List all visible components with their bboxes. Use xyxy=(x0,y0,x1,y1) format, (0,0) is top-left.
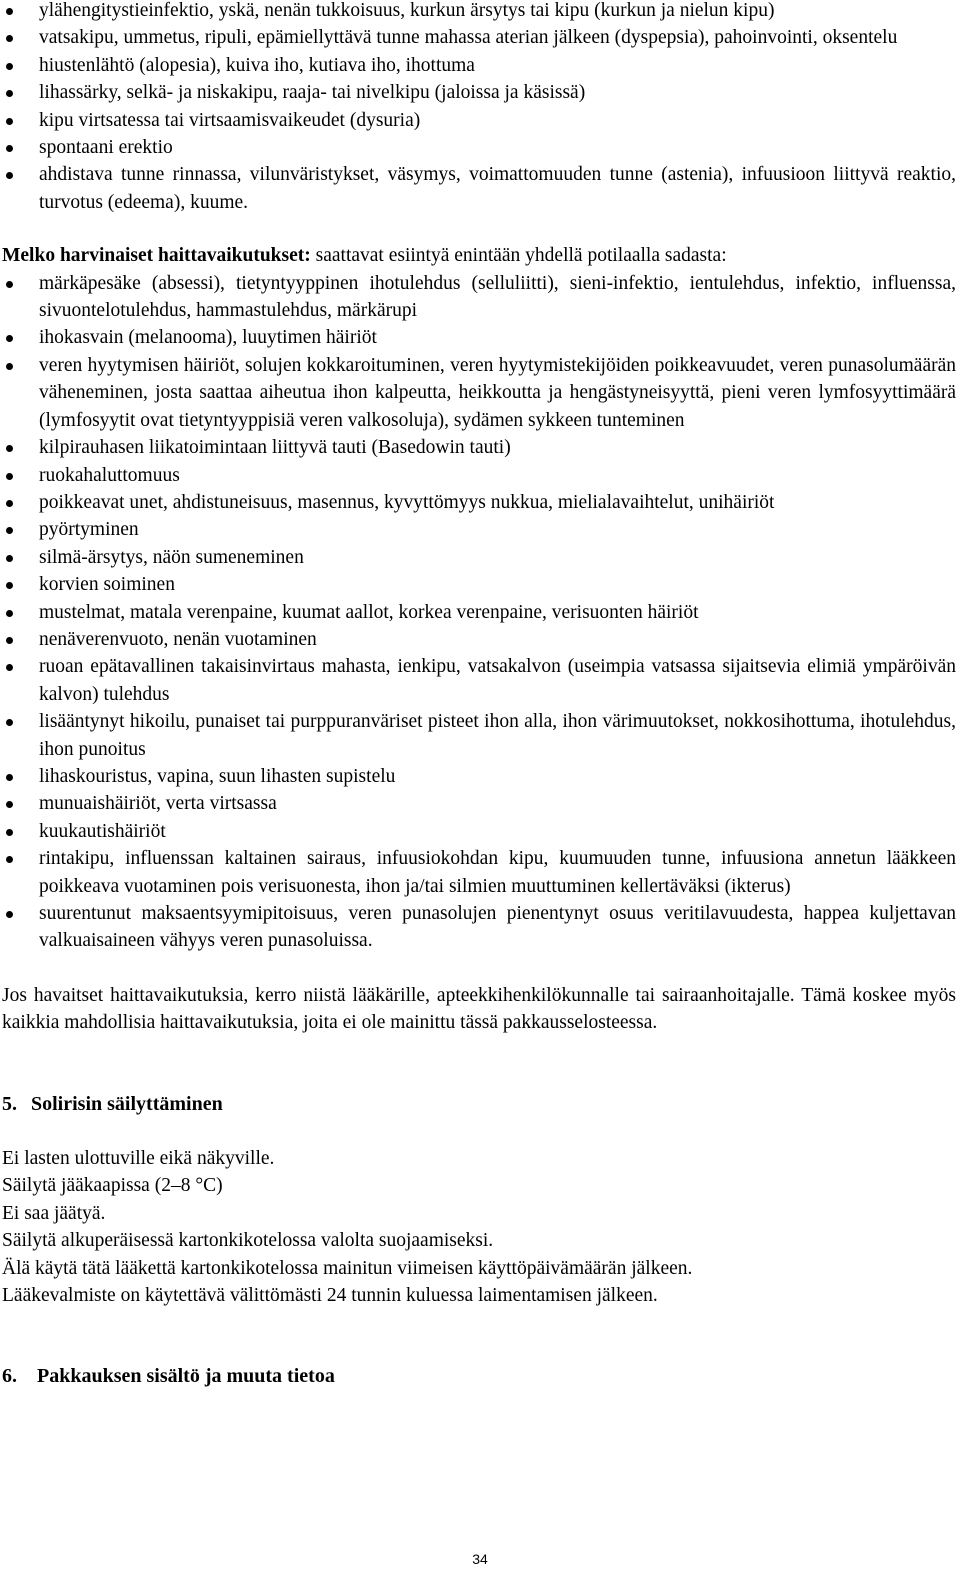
section-6-heading xyxy=(2,1363,956,1390)
list-item: poikkeavat unet, ahdistuneisuus, masennus, kyvyttömyys nukkua, mielialavaihtelut, unihäiriöt xyxy=(2,489,956,516)
section-6-number: 6. xyxy=(2,1365,17,1388)
list-item: ruokahaluttomuus xyxy=(2,462,956,489)
list-item: hiustenlähtö (alopesia), kuiva iho, kutiava iho, ihottuma xyxy=(2,52,956,79)
page-number: 34 xyxy=(472,1551,488,1567)
list-item: kilpirauhasen liikatoimintaan liittyvä tauti (Basedowin tauti) xyxy=(2,434,956,461)
list-item: lisääntynyt hikoilu, punaiset tai purppuranväriset pisteet ihon alla, ihon värimuutokset, nokkosihottuma, ihotulehdus, ihon punoitus xyxy=(2,708,956,763)
document-page xyxy=(2,0,956,1391)
list-item: nenäverenvuoto, nenän vuotaminen xyxy=(2,626,956,653)
list-item: kipu virtsatessa tai virtsaamisvaikeudet (dysuria) xyxy=(2,107,956,134)
uncommon-heading: Melko harvinaiset haittavaikutukset: xyxy=(2,245,311,267)
list-item: silmä-ärsytys, näön sumeneminen xyxy=(2,544,956,571)
section-6-title: Pakkauksen sisältö ja muuta tietoa xyxy=(37,1365,335,1388)
list-item: vatsakipu, ummetus, ripuli, epämiellyttävä tunne mahassa aterian jälkeen (dyspepsia), pahoinvointi, oksentelu xyxy=(2,24,956,51)
list-item: korvien soiminen xyxy=(2,571,956,598)
list-item: ylähengitystieinfektio, yskä, nenän tukkoisuus, kurkun ärsytys tai kipu (kurkun ja nielun kipu) xyxy=(2,0,956,24)
list-item: kuukautishäiriöt xyxy=(2,818,956,845)
section-5-heading xyxy=(2,1091,956,1118)
list-item: suurentunut maksaentsyymipitoisuus, veren punasolujen pienentynyt osuus veritilavuudesta, happea kuljettavan valkuaisaineen vähyys veren punasoluissa. xyxy=(2,900,956,955)
list-item: mustelmat, matala verenpaine, kuumat aallot, korkea verenpaine, verisuonten häiriöt xyxy=(2,599,956,626)
storage-line: Lääkevalmiste on käytettävä välittömästi 24 tunnin kuluessa laimentamisen jälkeen. xyxy=(2,1285,658,1307)
list-item: märkäpesäke (absessi), tietyntyyppinen ihotulehdus (selluliitti), sieni-infektio, ientulehdus, infektio, influenssa, sivuontelotulehdus, hammastulehdus, märkärupi xyxy=(2,270,956,325)
list-item: lihaskouristus, vapina, suun lihasten supistelu xyxy=(2,763,956,790)
uncommon-intro-text: saattavat esiintyä enintään yhdellä potilaalla sadasta: xyxy=(310,245,727,267)
common-side-effects-list xyxy=(2,0,956,216)
section-5-title: Solirisin säilyttäminen xyxy=(31,1092,223,1115)
storage-line: Säilytä jääkaapissa (2–8 °C) xyxy=(2,1175,223,1197)
uncommon-intro xyxy=(2,242,956,269)
section-5-number: 5. xyxy=(2,1092,17,1115)
list-item: ahdistava tunne rinnassa, vilunväristykset, väsymys, voimattomuuden tunne (astenia), infuusioon liittyvä reaktio, turvotus (edeema), kuume. xyxy=(2,161,956,216)
list-item: rintakipu, influenssan kaltainen sairaus, infuusiokohdan kipu, kuumuuden tunne, infuusiona annetun lääkkeen poikkeava vuotaminen pois verisuonesta, ihon ja/tai silmien muuttuminen kellertäväksi (ikterus) xyxy=(2,845,956,900)
list-item: spontaani erektio xyxy=(2,134,956,161)
list-item: veren hyytymisen häiriöt, solujen kokkaroituminen, veren hyytymistekijöiden poikkeavuudet, veren punasolumäärän väheneminen, josta saattaa aiheutua ihon kalpeutta, heikkoutta ja hengästyneisyyttä, pieni veren lymfosyyttimäärä (lymfosyytit ovat tietyntyyppisiä veren valkosoluja), sydämen sykkeen tunteminen xyxy=(2,352,956,434)
list-item: munuaishäiriöt, verta virtsassa xyxy=(2,790,956,817)
list-item: pyörtyminen xyxy=(2,516,956,543)
storage-line: Ei saa jäätyä. xyxy=(2,1202,106,1224)
storage-instructions xyxy=(2,1145,956,1309)
storage-line: Ei lasten ulottuville eikä näkyville. xyxy=(2,1148,275,1170)
report-paragraph: Jos havaitset haittavaikutuksia, kerro niistä lääkärille, apteekkihenkilökunnalle tai sairaanhoitajalle. Tämä koskee myös kaikkia mahdollisia haittavaikutuksia, joita ei ole mainittu tässä pakkausselosteessa. xyxy=(2,984,956,1034)
storage-line: Älä käytä tätä lääkettä kartonkikotelossa mainitun viimeisen käyttöpäivämäärän jälkeen. xyxy=(2,1257,693,1279)
list-item: ruoan epätavallinen takaisinvirtaus mahasta, ienkipu, vatsakalvon (useimpia vatsassa sijaitsevia elimiä ympäröivän kalvon) tulehdus xyxy=(2,653,956,708)
uncommon-side-effects-list xyxy=(2,270,956,955)
list-item: ihokasvain (melanooma), luuytimen häiriöt xyxy=(2,324,956,351)
storage-line: Säilytä alkuperäisessä kartonkikotelossa valolta suojaamiseksi. xyxy=(2,1230,494,1252)
list-item: lihassärky, selkä- ja niskakipu, raaja- tai nivelkipu (jaloissa ja käsissä) xyxy=(2,79,956,106)
